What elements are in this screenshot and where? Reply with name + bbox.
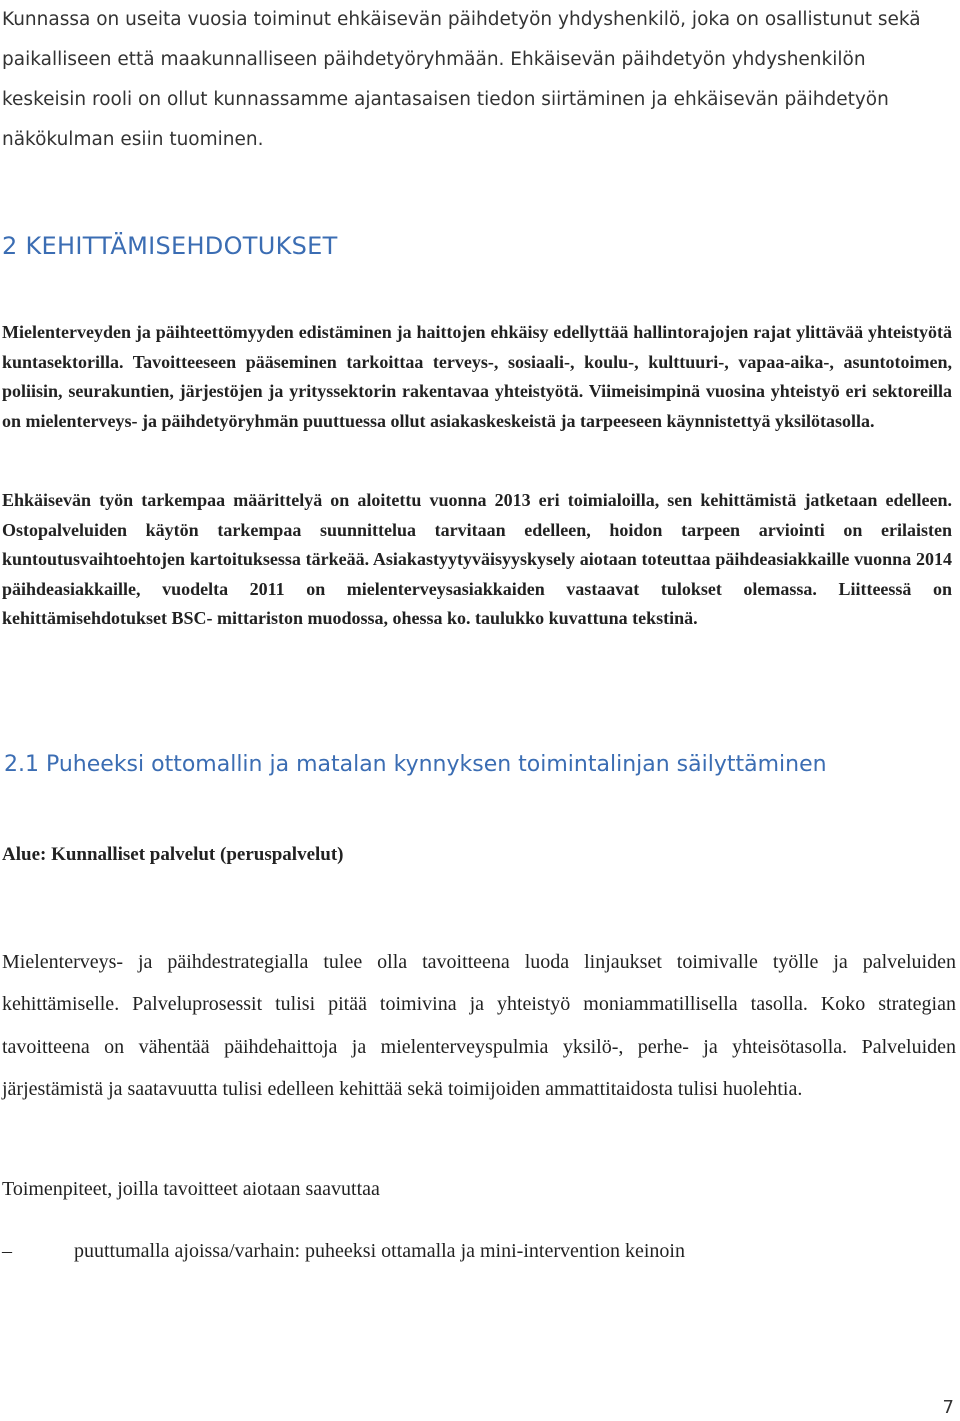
list-item [2, 1240, 942, 1263]
list-item-text: puuttumalla ajoissa/varhain: puheeksi ottamalla ja mini-intervention keinoin [74, 1240, 685, 1262]
section-2-heading: 2 KEHITTÄMISEHDOTUKSET [2, 232, 338, 260]
measures-list [2, 1240, 942, 1263]
section-2-paragraph-2: Ehkäisevän työn tarkempaa määrittelyä on aloitettu vuonna 2013 eri toimialoilla, sen kehittämistä jatketaan edelleen. Ostopalveluiden käytön tarkempaa suunnittelua tarvitaan edelleen, hoidon tarpeen arviointi on erilaisten kuntoutusvaihtoehtojen kartoituksessa tärkeää. Asiakastyytyväisyyskysely aiotaan toteuttaa päihdeasiakkaille vuonna 2014 päihdeasiakkaille, vuodelta 2011 on mielenterveysasiakkaiden vastaavat tulokset olemassa. Liitteessä on kehittämisehdotukset BSC- mittariston muodossa, ohessa ko. taulukko kuvattuna tekstinä. [2, 490, 952, 629]
dash-bullet-icon: – [2, 1240, 12, 1262]
section-2-1-heading: 2.1 Puheeksi ottomallin ja matalan kynnyksen toimintalinjan säilyttäminen [4, 752, 827, 777]
measures-label: Toimenpiteet, joilla tavoitteet aiotaan saavuttaa [2, 1178, 380, 1200]
section-2-paragraph-1: Mielenterveyden ja päihteettömyyden edistäminen ja haittojen ehkäisy edellyttää hallintorajojen rajat ylittävää yhteistyötä kuntasektorilla. Tavoitteeseen pääseminen tarkoittaa terveys-, sosiaali-, koulu-, kulttuuri-, vapaa-aika-, asuntotoimen, poliisin, seurakuntien, järjestöjen ja yrityssektorin rakentavaa yhteistyötä. Viimeisimpinä vuosina yhteistyö eri sektoreilla on mielenterveys- ja päihdetyöryhmän puuttuessa ollut asiakaskeskeistä ja tarpeeseen käynnistettyä yksilötasolla. [2, 322, 952, 431]
page-number: 7 [942, 1397, 954, 1418]
section-2-1-paragraph: Mielenterveys- ja päihdestrategialla tulee olla tavoitteena luoda linjaukset toimivalle työlle ja palveluiden kehittämiselle. Palveluprosessit tulisi pitää toimivina ja yhteistyö moniammatillisella tasolla. Koko strategian tavoitteena on vähentää päihdehaittoja ja mielenterveyspulmia yksilö-, perhe- ja yhteisötasolla. Palveluiden järjestämistä ja saatavuutta tulisi edelleen kehittää sekä toimijoiden ammattitaidosta tulisi huolehtia. [2, 951, 956, 1100]
intro-paragraph: Kunnassa on useita vuosia toiminut ehkäisevän päihdetyön yhdyshenkilö, joka on osallistunut sekä paikalliseen että maakunnalliseen päihdetyöryhmään. Ehkäisevän päihdetyön yhdyshenkilön keskeisin rooli on ollut kunnassamme ajantasaisen tiedon siirtäminen ja ehkäisevän päihdetyön näkökulman esiin tuominen. [2, 9, 921, 150]
area-label: Alue: Kunnalliset palvelut (peruspalvelut) [2, 844, 344, 865]
